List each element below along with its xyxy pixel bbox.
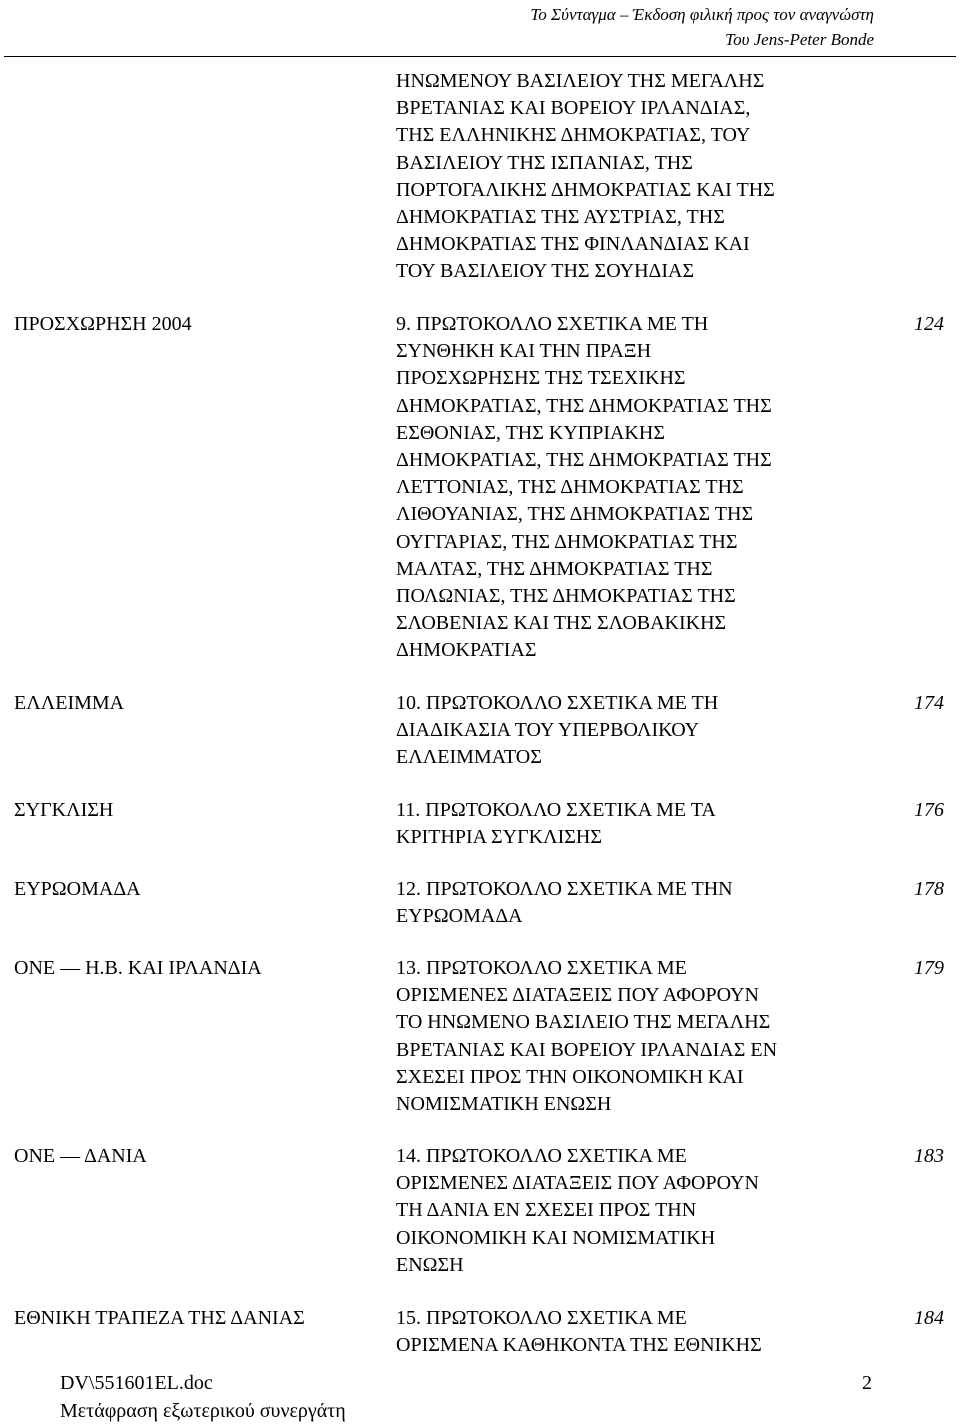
entry-line: ΟΡΙΣΜΕΝΕΣ ΔΙΑΤΑΞΕΙΣ ΠΟΥ ΑΦΟΡΟΥΝ <box>396 1172 759 1195</box>
entry-line: 12. ΠΡΩΤΟΚΟΛΛΟ ΣΧΕΤΙΚΑ ΜΕ ΤΗΝ <box>396 878 733 900</box>
entry-label: ΕΛΛΕΙΜΜΑ <box>14 692 125 714</box>
entry-line: ΛΙΘΟΥΑΝΙΑΣ, ΤΗΣ ΔΗΜΟΚΡΑΤΙΑΣ ΤΗΣ <box>396 503 754 526</box>
entry-line: ΕΝΩΣΗ <box>396 1253 464 1276</box>
entry-line: ΚΡΙΤΗΡΙΑ ΣΥΓΚΛΙΣΗΣ <box>396 826 602 849</box>
entry-line: ΔΙΑΔΙΚΑΣΙΑ ΤΟΥ ΥΠΕΡΒΟΛΙΚΟΥ <box>396 719 700 742</box>
footer-page-number: 2 <box>862 1372 872 1394</box>
intro-line: ΤΟΥ ΒΑΣΙΛΕΙΟΥ ΤΗΣ ΣΟΥΗΔΙΑΣ <box>396 260 695 283</box>
entry-title <box>396 955 866 1118</box>
entry-label: ΟΝΕ — ΔΑΝΙΑ <box>14 1145 147 1167</box>
entry-line: ΕΛΛΕΙΜΜΑΤΟΣ <box>396 746 542 769</box>
page-footer <box>60 1369 346 1425</box>
entry-line: 15. ΠΡΩΤΟΚΟΛΛΟ ΣΧΕΤΙΚΑ ΜΕ <box>396 1307 687 1329</box>
entry-line: ΟΙΚΟΝΟΜΙΚΗ ΚΑΙ ΝΟΜΙΣΜΑΤΙΚΗ <box>396 1226 716 1249</box>
entry-title <box>396 876 866 930</box>
entry-page-number: 178 <box>914 878 944 900</box>
intro-line: ΠΟΡΤΟΓΑΛΙΚΗΣ ΔΗΜΟΚΡΑΤΙΑΣ ΚΑΙ ΤΗΣ <box>396 178 775 201</box>
intro-line: ΒΡΕΤΑΝΙΑΣ ΚΑΙ ΒΟΡΕΙΟΥ ΙΡΛΑΝΔΙΑΣ, <box>396 97 751 120</box>
entry-line: ΕΥΡΩΟΜΑΔΑ <box>396 905 523 928</box>
entry-line: ΔΗΜΟΚΡΑΤΙΑΣ, ΤΗΣ ΔΗΜΟΚΡΑΤΙΑΣ ΤΗΣ <box>396 394 772 417</box>
intro-line: ΔΗΜΟΚΡΑΤΙΑΣ ΤΗΣ ΦΙΝΛΑΝΔΙΑΣ ΚΑΙ <box>396 233 750 256</box>
entry-line: ΣΥΝΘΗΚΗ ΚΑΙ ΤΗΝ ΠΡΑΞΗ <box>396 340 652 363</box>
entry-label: ΕΥΡΩΟΜΑΔΑ <box>14 878 141 900</box>
entry-line: ΜΑΛΤΑΣ, ΤΗΣ ΔΗΜΟΚΡΑΤΙΑΣ ΤΗΣ <box>396 557 713 580</box>
header-author: Του Jens-Peter Bonde <box>725 30 874 49</box>
entry-line: 9. ΠΡΩΤΟΚΟΛΛΟ ΣΧΕΤΙΚΑ ΜΕ ΤΗ <box>396 313 709 335</box>
footer-file: DV\551601EL.doc <box>60 1372 213 1394</box>
entry-label: ΣΥΓΚΛΙΣΗ <box>14 799 114 821</box>
entry-title <box>396 311 866 665</box>
entry-page-number: 176 <box>914 799 944 821</box>
entry-line: ΔΗΜΟΚΡΑΤΙΑΣ <box>396 639 537 662</box>
page-header <box>530 2 874 52</box>
entry-line: ΝΟΜΙΣΜΑΤΙΚΗ ΕΝΩΣΗ <box>396 1093 612 1116</box>
entry-title <box>396 690 866 772</box>
entry-line: ΟΡΙΣΜΕΝΑ ΚΑΘΗΚΟΝΤΑ ΤΗΣ ΕΘΝΙΚΗΣ <box>396 1334 762 1357</box>
entry-line: ΔΗΜΟΚΡΑΤΙΑΣ, ΤΗΣ ΔΗΜΟΚΡΑΤΙΑΣ ΤΗΣ <box>396 449 772 472</box>
entry-line: ΠΟΛΩΝΙΑΣ, ΤΗΣ ΔΗΜΟΚΡΑΤΙΑΣ ΤΗΣ <box>396 585 736 608</box>
entry-label: ΠΡΟΣΧΩΡΗΣΗ 2004 <box>14 313 192 335</box>
entry-page-number: 174 <box>914 692 944 714</box>
entry-line: ΕΣΘΟΝΙΑΣ, ΤΗΣ ΚΥΠΡΙΑΚΗΣ <box>396 421 665 444</box>
entry-line: ΠΡΟΣΧΩΡΗΣΗΣ ΤΗΣ ΤΣΕΧΙΚΗΣ <box>396 367 686 390</box>
entry-title <box>396 797 866 851</box>
entry-line: ΣΛΟΒΕΝΙΑΣ ΚΑΙ ΤΗΣ ΣΛΟΒΑΚΙΚΗΣ <box>396 612 727 635</box>
entry-line: ΤΗ ΔΑΝΙΑ ΕΝ ΣΧΕΣΕΙ ΠΡΟΣ ΤΗΝ <box>396 1199 697 1222</box>
header-title: Το Σύνταγμα – Έκδοση φιλική προς τον αναγνώστη <box>530 5 874 24</box>
entry-page-number: 184 <box>914 1307 944 1329</box>
entry-title <box>396 1305 866 1359</box>
intro-line: ΗΝΩΜΕΝΟΥ ΒΑΣΙΛΕΙΟΥ ΤΗΣ ΜΕΓΑΛΗΣ <box>396 70 765 92</box>
entry-title <box>396 1143 866 1279</box>
intro-line: ΤΗΣ ΕΛΛΗΝΙΚΗΣ ΔΗΜΟΚΡΑΤΙΑΣ, ΤΟΥ <box>396 124 751 147</box>
entry-label: ΕΘΝΙΚΗ ΤΡΑΠΕΖΑ ΤΗΣ ΔΑΝΙΑΣ <box>14 1307 305 1329</box>
intro-continuation <box>396 68 866 286</box>
entry-line: ΛΕΤΤΟΝΙΑΣ, ΤΗΣ ΔΗΜΟΚΡΑΤΙΑΣ ΤΗΣ <box>396 476 744 499</box>
intro-line: ΔΗΜΟΚΡΑΤΙΑΣ ΤΗΣ ΑΥΣΤΡΙΑΣ, ΤΗΣ <box>396 206 725 229</box>
entry-line: 14. ΠΡΩΤΟΚΟΛΛΟ ΣΧΕΤΙΚΑ ΜΕ <box>396 1145 687 1167</box>
entry-line: 13. ΠΡΩΤΟΚΟΛΛΟ ΣΧΕΤΙΚΑ ΜΕ <box>396 957 687 979</box>
entry-page-number: 179 <box>914 957 944 979</box>
entry-line: ΣΧΕΣΕΙ ΠΡΟΣ ΤΗΝ ΟΙΚΟΝΟΜΙΚΗ ΚΑΙ <box>396 1065 744 1088</box>
entry-line: ΟΥΓΓΑΡΙΑΣ, ΤΗΣ ΔΗΜΟΚΡΑΤΙΑΣ ΤΗΣ <box>396 530 738 553</box>
entry-line: ΤΟ ΗΝΩΜΕΝΟ ΒΑΣΙΛΕΙΟ ΤΗΣ ΜΕΓΑΛΗΣ <box>396 1011 771 1034</box>
entry-line: ΟΡΙΣΜΕΝΕΣ ΔΙΑΤΑΞΕΙΣ ΠΟΥ ΑΦΟΡΟΥΝ <box>396 984 759 1007</box>
footer-translation: Μετάφραση εξωτερικού συνεργάτη <box>60 1400 346 1422</box>
intro-line: ΒΑΣΙΛΕΙΟΥ ΤΗΣ ΙΣΠΑΝΙΑΣ, ΤΗΣ <box>396 151 693 174</box>
entry-page-number: 124 <box>914 313 944 335</box>
entry-line: ΒΡΕΤΑΝΙΑΣ ΚΑΙ ΒΟΡΕΙΟΥ ΙΡΛΑΝΔΙΑΣ ΕΝ <box>396 1038 778 1061</box>
header-rule <box>4 56 956 57</box>
entry-line: 10. ΠΡΩΤΟΚΟΛΛΟ ΣΧΕΤΙΚΑ ΜΕ ΤΗ <box>396 692 719 714</box>
entry-label: ΟΝΕ — Η.Β. ΚΑΙ ΙΡΛΑΝΔΙΑ <box>14 957 262 979</box>
entry-page-number: 183 <box>914 1145 944 1167</box>
entry-line: 11. ΠΡΩΤΟΚΟΛΛΟ ΣΧΕΤΙΚΑ ΜΕ ΤΑ <box>396 799 716 821</box>
